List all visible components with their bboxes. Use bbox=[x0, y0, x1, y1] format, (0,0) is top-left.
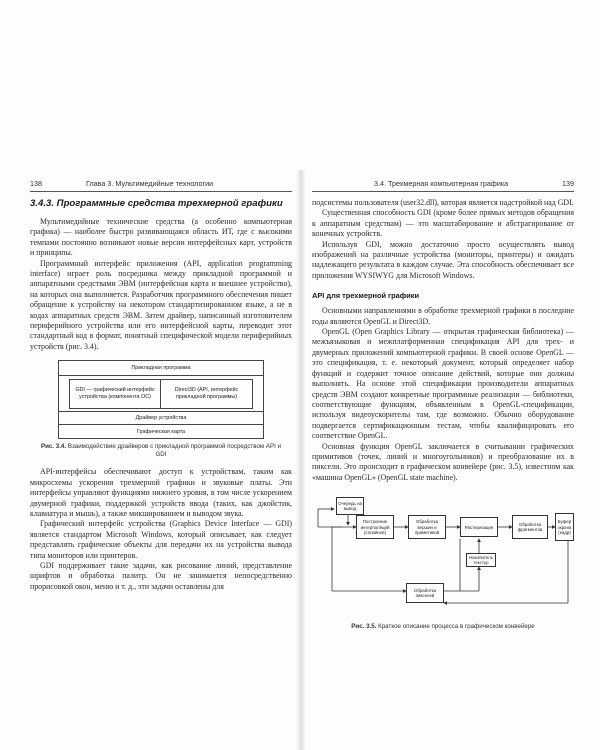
pipeline-framebuffer-box: Буфер экрана (кадр) bbox=[555, 513, 574, 541]
left-running-title: Глава 3. Мультимедийные технологии bbox=[86, 179, 214, 188]
caption-label: Рис. 3.4. bbox=[40, 443, 67, 451]
fig34-driver: Драйвер устройства bbox=[59, 412, 263, 425]
right-page-number: 139 bbox=[562, 179, 574, 188]
paragraph: Программный интерфейс приложения (API, application programming interface) играет роль посредника между прикладной программой и аппаратными средствами ЭВМ (интерфейсная карта и внешнее устройство), на которых она выполняется. Разработчик программного обеспечения пишет обращение к устройству на некотором стандартизированном языке, а не в кодах аппаратных средств ЭВМ. Затем драйвер, написанный изготовителем периферийного устройства или его интерфейсной карты, переводит этот стандартный код в формат, понятный специфической модели периферийных устройств (рис. 3.4). bbox=[30, 258, 292, 351]
pipeline-pixel-box: Обработка пикселей bbox=[406, 583, 444, 603]
book-gutter bbox=[296, 170, 306, 750]
caption-label: Рис. 3.5. bbox=[351, 623, 377, 631]
fig34-graphics-card: Графическая карта bbox=[136, 428, 186, 435]
fig34-direct3d-box: Direct3D (API, интерфейс прикладной программы) bbox=[161, 379, 253, 409]
paragraph: Основными направлениями в обработке трехмерной графики в последние годы являются OpenGL и Direct3D. bbox=[312, 306, 574, 326]
fig34-api-row bbox=[59, 376, 263, 412]
left-page-number: 138 bbox=[30, 179, 42, 188]
fig34-app-program: Прикладная программа bbox=[59, 361, 263, 376]
paragraph: Мультимедийные технические средства (а особенно компьютерная графика) — наиболее быстро развивающаяся область ИТ, где с высокими темпами постоянно возникают новые версии интерфейсных карт, устройств и принципы. bbox=[30, 217, 292, 258]
figure-3-4 bbox=[58, 360, 264, 439]
pipeline-fragment-box: Обработка фрагментов bbox=[512, 515, 548, 539]
paragraph: Существенная способность GDI (кроме более прямых методов обращения к аппаратным средствам) — это масштабирование и абстрагирование от конечных устройств. bbox=[312, 208, 574, 239]
pipeline-vertex-box: Обработка вершин и примитивов bbox=[408, 515, 446, 539]
paragraph: OpenGL (Open Graphics Library — открытая графическая библиотека) — межъязыковая и межплатформенная спецификация API для трех- и двумерных приложений компьютерной графики. В своей основе OpenGL — это спецификация, т. е. некоторый документ, который определяет набор функций и содержит точное описание действий, которые они должны выполнять. На основе этой спецификации производители аппаратных средств ЭВМ создают конкретные программные реализации — библиотеки, соответствующие функциям, объявленным в OpenGL-спецификации, используя видеоускорителы там, где возможно. Обычно оборудование подвергается сертификационным тестам, чтобы квалифицировать его соответствие OpenGL. bbox=[312, 327, 574, 441]
paragraph: Используя GDI, можно достаточно просто осуществлять вывод изображений на различные устройства (мониторы, принтеры) и ожидать надлежащего результата в каждом случае. Эта способность обеспечивает все приложения WYSIWYG для Microsoft Windows. bbox=[312, 239, 574, 280]
pipeline-texture-box: Накопитель текстур bbox=[466, 553, 496, 567]
figure-3-4-caption bbox=[38, 443, 284, 459]
right-running-head bbox=[312, 176, 574, 192]
caption-text: Взаимодействие драйверов с прикладной программой посредством API и GDI bbox=[67, 443, 282, 459]
section-heading: 3.4.3. Программные средства трехмерной графики bbox=[30, 198, 283, 209]
figure-3-5-caption bbox=[320, 623, 566, 631]
pipeline-raster-box: Растеризация bbox=[460, 517, 498, 537]
caption-text: Краткое описание процесса в графическом конвейере bbox=[378, 623, 535, 631]
right-running-title: 3.4. Трехмерная компьютерная графика bbox=[374, 179, 509, 188]
paragraph: Основная функция OpenGL заключается в считывании графических примитивов (точек, линий и многоугольников) и преобразование их в пиксели. Это происходит в графическом конвейере (рис. 3.5), известном как «машина OpenGL» (OpenGL state machine). bbox=[312, 441, 574, 482]
subheading: API для трехмерной графики bbox=[312, 291, 420, 301]
left-page bbox=[30, 176, 292, 746]
paragraph: Графический интерфейс устройства (Graphics Device Interface — GDI) является стандартом Microsoft Windows, который описывает, как следует представлять графические объекты для передачи их на устройства вывода типа мониторов или принтеров. bbox=[30, 519, 292, 560]
right-page bbox=[312, 176, 574, 746]
figure-3-5 bbox=[312, 491, 574, 619]
fig34-gdi-box: GDI — графический интерфейс устройства (компонента ОС) bbox=[69, 379, 161, 409]
paragraph: подсистемы пользователя (user32.dll), которая является надстройкой над GDI. bbox=[312, 198, 574, 207]
left-running-head bbox=[30, 176, 292, 192]
paragraph: GDI поддерживает такие задачи, как рисование линий, представление шрифтов и обработка палитр. Он не занимается непосредственно прорисовкой окон, меню и т. д., эти задачи оставлены для bbox=[30, 560, 292, 591]
paragraph: API-интерфейсы обеспечивают доступ к устройствам, таким как микросхемы ускорения трехмерной графики и звуковые платы. Эти интерфейсы управляют функциями нижнего уровня, в том числе ускорением двумерной графики, поддержкой устройств ввода (таких, как джойстик, клавиатура и мышь), а также микшированием и выводом звука. bbox=[30, 467, 292, 518]
pipeline-queue-box: Очередь на вывод bbox=[336, 497, 364, 515]
pipeline-build-box: Построение интерполяций (сплайнов) bbox=[356, 515, 394, 539]
